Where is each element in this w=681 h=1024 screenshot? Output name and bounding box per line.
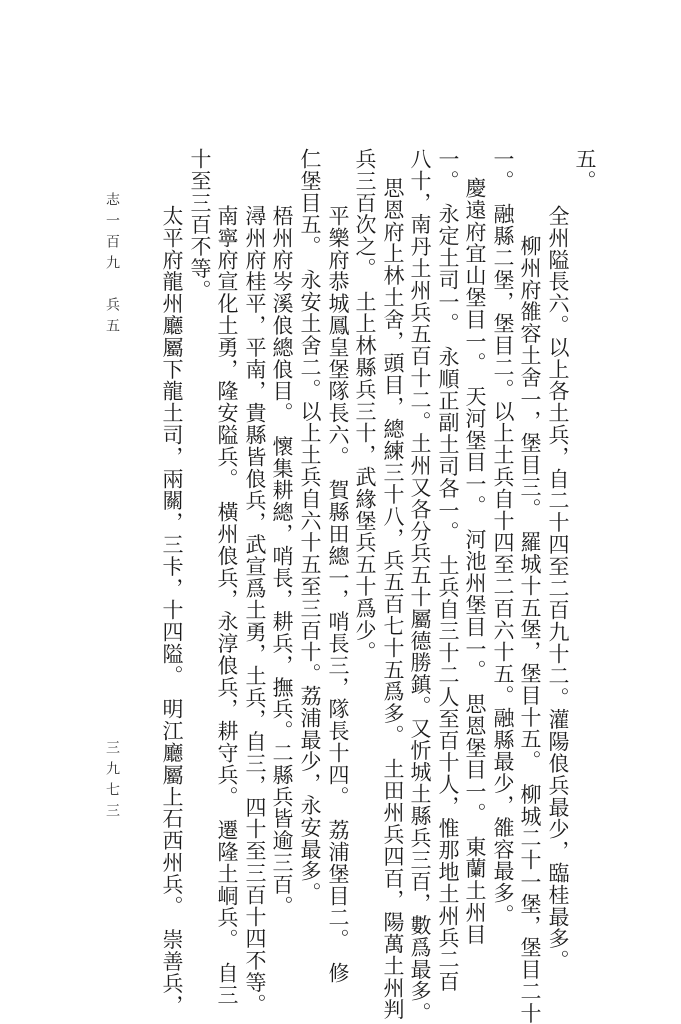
footer-page-number: 三九七三 [104,740,120,824]
text-line-1: 五。 [573,148,597,192]
text-line-10: 平樂府恭城鳳皇堡隊長六。 賀縣田總一，哨長三，隊長十四。 荔浦堡目二。 修 [326,205,350,984]
text-line-7: 八十，南丹土州兵五百十二。土州又各分兵五十屬德勝鎮。又忻城土縣兵三百，數爲最多。 [408,148,432,1024]
text-line-6: 一。 永定土司一。 永順正副土司各一。 土兵自三十二人至百十人，惟那地土州兵二百 [436,148,460,993]
text-line-5: 慶遠府宜山堡目一。 天河堡目一。 河池州堡目一。 思恩堡目一。 東蘭土州目 [463,177,487,946]
text-line-13: 潯州府桂平，平南，貴縣皆俍兵，武宣爲土勇，土兵，自三，四十至三百十四不等。 [243,205,267,1016]
text-line-15: 十至三百不等。 [188,148,212,302]
text-line-12: 梧州府岑溪俍總俍目。 懷集耕總，哨長，耕兵，撫兵。二縣兵皆逾三百。 [270,205,294,918]
text-line-4: 一。 融縣二堡，堡目二。以上土兵自十四至二百六十五。融縣最少，雒容最多。 [491,148,515,926]
text-line-11: 仁堡目五。 永安土舍二。以上土兵自六十五至三百十。荔浦最少，永安最多。 [298,148,322,904]
text-line-8: 思恩府上林土舍，頭目，總練三十八，兵五百七十五爲多。 土田州兵四百，陽萬土州判 [381,177,405,1021]
text-line-2: 全州隘長六。以上各土兵，自二十四至二百九十二。灌陽俍兵最少，臨桂最多。 [546,205,570,972]
text-line-9: 兵三百次之。 土上林縣兵三十，武緣堡兵五十爲少。 [353,148,377,664]
text-line-3: 柳州府雒容土舍一，堡目三。 羅城十五堡，堡目十五。 柳城二十一堡，堡目二十 [518,235,542,1024]
footer-chapter-label: 志一百九 兵五 [104,192,120,339]
text-line-14: 南寧府宣化土勇，隆安隘兵。 橫州俍兵，永淳俍兵，耕守兵。 遷隆土峒兵。 自三 [215,205,239,1006]
text-line-16: 太平府龍州廳屬下龍土司，兩關，三卡，十四隘。 明江廳屬上石西州兵。 崇善兵， [160,205,184,1017]
